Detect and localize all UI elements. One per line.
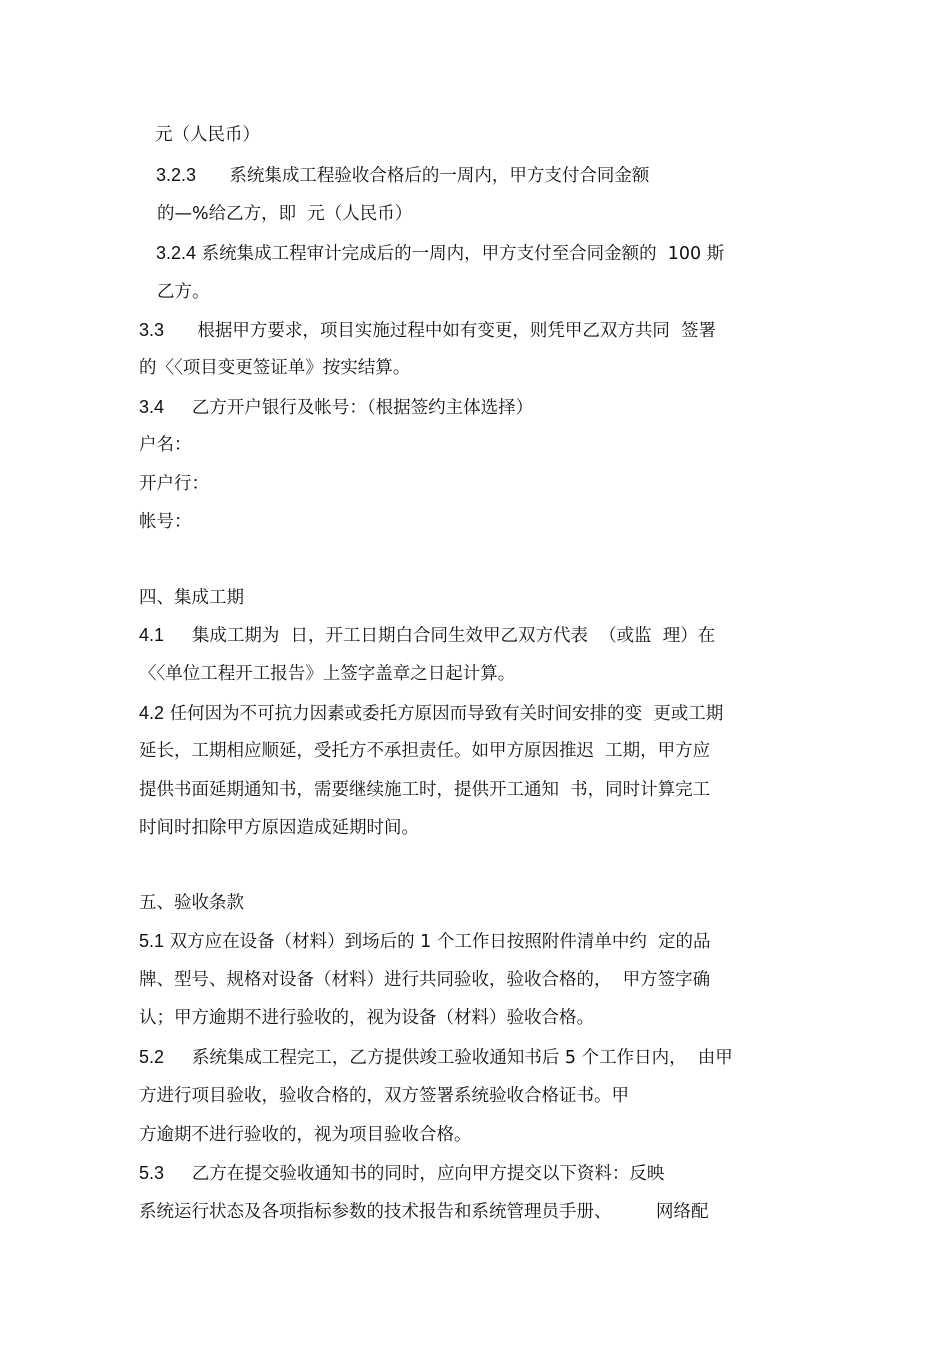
text-line: 系统运行状态及各项指标参数的技术报告和系统管理员手册、 网络配: [139, 1202, 709, 1222]
clause-4-2: 4.2 任何因为不可抗力因素或委托方原因而导致有关时间安排的变 更或工期: [139, 703, 724, 724]
section-heading-5: 五、验收条款: [139, 893, 244, 913]
section-heading-4: 四、集成工期: [139, 588, 244, 608]
text-line: 延长，工期相应顺延，受托方不承担责任。如甲方原因推迟 工期，甲方应: [139, 741, 711, 761]
clause-5-1: 5.1 双方应在设备（材料）到场后的 1 个工作日按照附件清单中约 定的品: [139, 931, 711, 952]
text-line: 牌、型号、规格对设备（材料）进行共同验收，验收合格的， 甲方签字确: [139, 970, 711, 990]
account-number-label: 帐号：: [139, 512, 192, 532]
text-line: 认；甲方逾期不进行验收的，视为设备（材料）验收合格。: [139, 1008, 594, 1028]
account-name-label: 户名：: [139, 435, 192, 455]
clause-3-2-4: 3.2.4 系统集成工程审计完成后的一周内，甲方支付至合同金额的 100 斯: [156, 243, 725, 264]
clause-4-1: 4.1 集成工期为 日，开工日期白合同生效甲乙双方代表 （或监 理）在: [139, 625, 716, 646]
text-line: 方逾期不进行验收的，视为项目验收合格。: [139, 1125, 472, 1145]
text-line: 时间时扣除甲方原因造成延期时间。: [139, 818, 419, 838]
text-line: 乙方。: [157, 282, 210, 302]
clause-5-3: 5.3 乙方在提交验收通知书的同时，应向甲方提交以下资料：反映: [139, 1163, 665, 1184]
text-line: 方进行项目验收，验收合格的，双方签署系统验收合格证书。甲: [139, 1086, 629, 1106]
text-line: 元（人民币）: [155, 125, 260, 145]
text-line: 〈〈单位工程开工报告》上签字盖章之日起计算。: [139, 664, 516, 684]
clause-3-3: 3.3 根据甲方要求，项目实施过程中如有变更，则凭甲乙双方共同 签署: [139, 320, 717, 341]
text-line: 的—%给乙方，即 元（人民币）: [157, 204, 413, 224]
clause-3-2-3: 3.2.3 系统集成工程验收合格后的一周内，甲方支付合同金额: [156, 165, 650, 186]
clause-3-4: 3.4 乙方开户银行及帐号：（根据签约主体选择）: [139, 397, 534, 418]
text-line: 的〈〈项目变更签证单》按实结算。: [139, 358, 411, 378]
bank-label: 开户行：: [139, 474, 209, 494]
text-line: 提供书面延期通知书，需要继续施工时，提供开工通知 书，同时计算完工: [139, 780, 711, 800]
clause-5-2: 5.2 系统集成工程完工，乙方提供竣工验收通知书后 5 个工作日内， 由甲: [139, 1047, 733, 1068]
